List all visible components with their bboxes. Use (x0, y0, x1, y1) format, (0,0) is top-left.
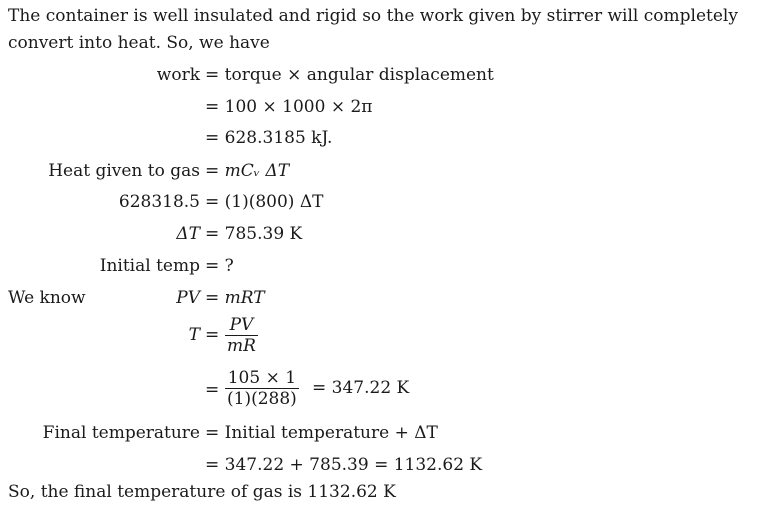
t-lhs: T (188, 325, 200, 345)
subst-lhs: 628318.5 (118, 192, 200, 212)
t-fraction (225, 315, 258, 356)
heat-lhs: Heat given to gas (48, 161, 200, 181)
final-temp-result: = 347.22 + 785.39 = 1132.62 K (205, 455, 483, 475)
work-lhs: work (156, 65, 200, 85)
t-fraction-denominator: mR (227, 336, 256, 356)
delta-t-lhs: ΔT (176, 224, 200, 244)
t-value-fraction (225, 368, 299, 409)
t-value-denominator: (1)(288) (227, 389, 297, 409)
t-fraction-numerator: PV (225, 315, 258, 336)
intro-line-2: convert into heat. So, we have (8, 33, 270, 53)
final-temp-definition: = Initial temperature + ΔT (205, 423, 438, 443)
work-substitution: = 100 × 1000 × 2π (205, 97, 373, 117)
work-definition: = torque × angular displacement (205, 65, 494, 85)
ideal-gas-lhs: PV (176, 288, 200, 308)
initial-temp-rhs: = ? (205, 256, 234, 276)
subst-rhs: = (1)(800) ΔT (205, 192, 324, 212)
ideal-gas-rhs: = mRT (205, 288, 265, 308)
t-value-result: = 347.22 K (312, 378, 410, 398)
t-value-numerator: 105 × 1 (225, 368, 299, 389)
conclusion: So, the final temperature of gas is 1132.62 K (8, 482, 396, 502)
t-value-equals: = (205, 380, 220, 400)
initial-temp-lhs: Initial temp (99, 256, 200, 276)
heat-rhs: = mCᵥ ΔT (205, 161, 290, 181)
work-result: = 628.3185 kJ. (205, 128, 333, 148)
intro-line-1: The container is well insulated and rigid so the work given by stirrer will completely (8, 6, 738, 26)
t-equals: = (205, 325, 220, 345)
delta-t-rhs: = 785.39 K (205, 224, 303, 244)
we-know-label: We know (8, 288, 86, 308)
final-temp-lhs: Final temperature (42, 423, 200, 443)
